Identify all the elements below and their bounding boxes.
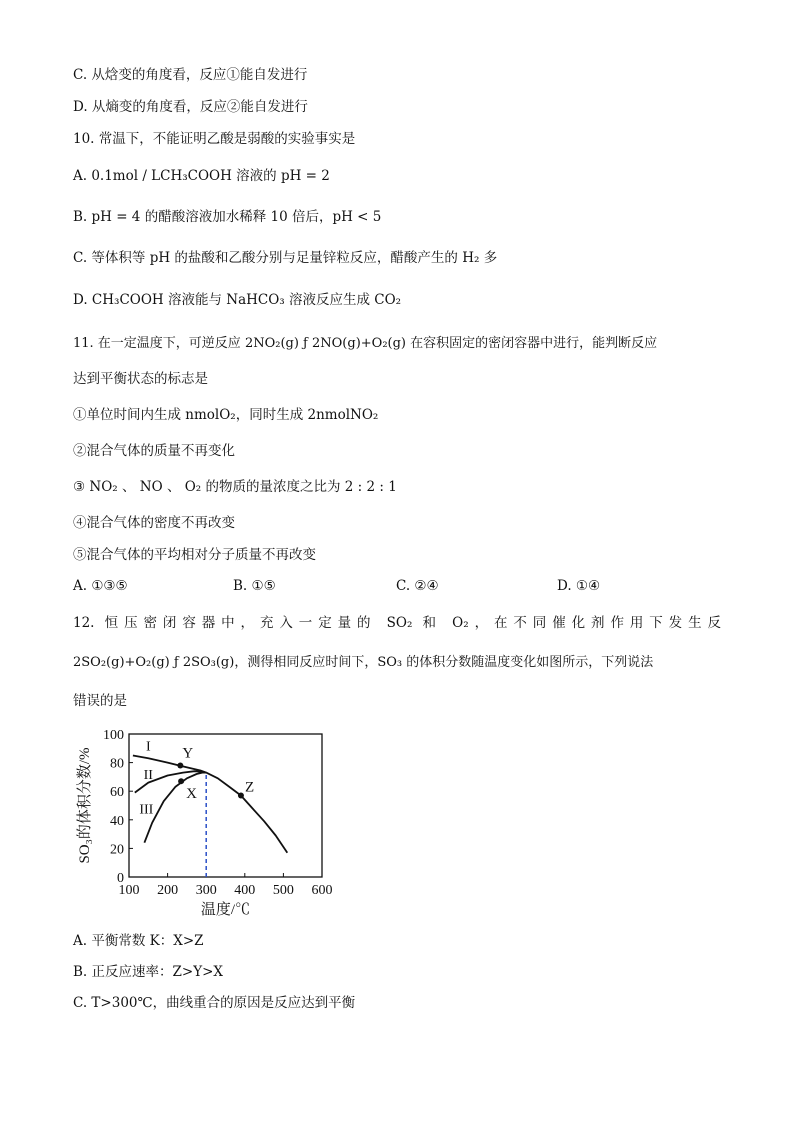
question-11-option-a: A. ①③⑤ xyxy=(73,578,128,594)
y-tick-label: 60 xyxy=(110,785,124,801)
question-12-option-a: A. 平衡常数 K：X>Z xyxy=(73,933,204,949)
statement-3: ③ NO₂ 、 NO 、 O₂ 的物质的量浓度之比为 2 : 2 : 1 xyxy=(73,479,397,495)
curve-label: III xyxy=(139,802,154,818)
statement-2: ②混合气体的质量不再变化 xyxy=(73,443,235,459)
question-11-option-b: B. ①⑤ xyxy=(233,578,276,594)
point-x xyxy=(178,778,184,784)
question-10-stem: 10. 常温下，不能证明乙酸是弱酸的实验事实是 xyxy=(73,131,356,147)
x-tick-label: 500 xyxy=(272,883,294,898)
curve-label: I xyxy=(145,739,151,755)
point-label: Z xyxy=(244,779,255,796)
point-z xyxy=(238,792,244,798)
question-11-option-d: D. ①④ xyxy=(557,578,601,594)
x-axis-label: 温度/℃ xyxy=(200,902,251,918)
question-10-option-c: C. 等体积等 pH 的盐酸和乙酸分别与足量锌粒反应，醋酸产生的 H₂ 多 xyxy=(73,250,498,266)
x-tick-label: 100 xyxy=(118,883,140,898)
point-label: X xyxy=(186,786,197,803)
x-tick-label: 300 xyxy=(195,883,217,898)
point-label: Y xyxy=(182,745,194,762)
question-10-option-d: D. CH₃COOH 溶液能与 NaHCO₃ 溶液反应生成 CO₂ xyxy=(73,292,402,308)
curve-label: II xyxy=(143,768,153,784)
curve-iii xyxy=(144,773,206,843)
option-c-enthalpy: C. 从焓变的角度看，反应①能自发进行 xyxy=(73,67,308,83)
question-12-stem-line-1: 12. 恒压密闭容器中，充入一定量的 SO₂ 和 O₂，在不同催化剂作用下发生反 xyxy=(73,615,721,631)
question-11-stem-line-2: 达到平衡状态的标志是 xyxy=(73,371,208,387)
question-10-option-a: A. 0.1mol / LCH₃COOH 溶液的 pH = 2 xyxy=(73,168,330,184)
question-12-stem-line-2: 2SO₂(g)+O₂(g) ƒ 2SO₃(g)，测得相同反应时间下，SO₃ 的体积分数随温度变化如图所示，下列说法 xyxy=(73,655,654,670)
plot-frame xyxy=(129,734,322,877)
x-tick-label: 400 xyxy=(234,883,256,898)
question-11-stem-line-1: 11. 在一定温度下，可逆反应 2NO₂(g) ƒ 2NO(g)+O₂(g) 在容积固定的密闭容器中进行，能判断反应 xyxy=(73,336,658,351)
y-axis-label: SO₃的体积分数/% xyxy=(77,747,93,864)
y-tick-label: 0 xyxy=(117,871,124,886)
question-11-option-c: C. ②④ xyxy=(396,578,439,594)
x-tick-label: 600 xyxy=(311,883,333,898)
statement-4: ④混合气体的密度不再改变 xyxy=(73,515,235,531)
question-12-stem-line-3: 错误的是 xyxy=(73,693,127,709)
y-tick-label: 100 xyxy=(103,728,124,743)
statement-5: ⑤混合气体的平均相对分子质量不再改变 xyxy=(73,547,316,563)
point-y xyxy=(177,762,183,768)
x-tick-label: 200 xyxy=(157,883,179,898)
statement-1: ①单位时间内生成 nmolO₂，同时生成 2nmolNO₂ xyxy=(73,407,379,423)
y-tick-label: 40 xyxy=(110,813,124,829)
question-12-option-b: B. 正反应速率：Z>Y>X xyxy=(73,964,224,980)
option-d-entropy: D. 从熵变的角度看，反应②能自发进行 xyxy=(73,99,308,115)
y-tick-label: 80 xyxy=(110,756,124,772)
question-12-option-c: C. T>300℃，曲线重合的原因是反应达到平衡 xyxy=(73,995,356,1011)
so3-volume-fraction-chart xyxy=(68,722,368,922)
question-10-option-b: B. pH = 4 的醋酸溶液加水稀释 10 倍后，pH < 5 xyxy=(73,209,382,225)
y-tick-label: 20 xyxy=(110,842,124,858)
